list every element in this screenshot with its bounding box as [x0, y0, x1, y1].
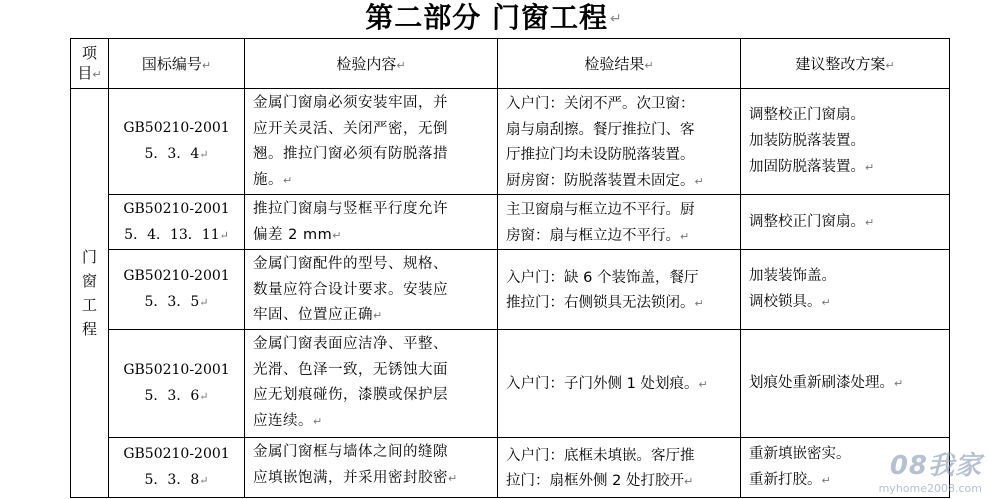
result-cell-line: 入户门：底框未填嵌。客厅推	[506, 447, 695, 464]
header-code: 国标编号↵	[109, 39, 245, 89]
result-cell	[498, 250, 741, 330]
category-cell	[71, 89, 109, 498]
table-row	[71, 250, 950, 330]
header-category	[71, 39, 109, 89]
code-cell-line: 5．3．5↵	[144, 294, 209, 310]
table-row	[71, 89, 950, 195]
fix-cell	[741, 330, 950, 438]
table-row	[71, 438, 950, 498]
content-cell	[245, 330, 498, 438]
fix-cell-line: 调整校正门窗扇。↵	[749, 213, 875, 230]
code-cell	[109, 438, 245, 498]
page-title	[0, 0, 988, 38]
content-cell	[245, 89, 498, 195]
fix-cell	[741, 250, 950, 330]
category-char: 门	[81, 248, 97, 266]
watermark-brand: 08我家	[889, 451, 982, 481]
content-cell-line: 数量应符合设计要求。安装应	[253, 281, 448, 298]
code-cell	[109, 195, 245, 250]
result-cell	[498, 195, 741, 250]
result-cell-line: 房窗：扇与框立边不平行。↵	[506, 227, 690, 244]
watermark	[879, 445, 982, 495]
content-cell-line: 推拉门窗扇与竖框平行度允许	[253, 201, 448, 217]
result-cell	[498, 330, 741, 438]
header-result: 检验结果↵	[498, 39, 741, 89]
category-char: 工	[81, 296, 97, 314]
content-cell	[245, 250, 498, 330]
content-cell	[245, 438, 498, 498]
content-cell-line: 应开关灵活、关闭严密，无倒	[253, 120, 448, 137]
content-cell-line: 翘。推拉门窗必须有防脱落措	[253, 146, 448, 162]
result-cell-line: 主卫窗扇与框立边不平行。厨	[506, 202, 695, 218]
header-fix: 建议整改方案↵	[741, 39, 950, 89]
code-cell-line: 5．3．8↵	[144, 472, 209, 488]
content-cell-line: 施。↵	[253, 171, 293, 188]
fix-cell-line: 调校锁具。↵	[749, 294, 831, 310]
result-cell-line: 推拉门：右侧锁具无法锁闭。↵	[506, 295, 704, 311]
content-cell-line: 应无划痕碰伤，漆膜或保护层	[253, 387, 448, 403]
fix-cell-line: 重新填嵌密实。	[749, 446, 851, 462]
watermark-url: myhome2008.com	[878, 482, 982, 495]
code-cell-line: GB50210-2001	[123, 268, 230, 284]
code-cell-line: 5．4．13．11↵	[124, 226, 229, 243]
table-row	[71, 195, 950, 250]
result-cell-line: 扇与扇刮擦。餐厅推拉门、客	[506, 121, 695, 138]
content-cell-line: 金属门窗表面应洁净、平整、	[253, 336, 448, 352]
content-cell-line: 金属门窗配件的型号、规格、	[253, 256, 448, 272]
category-char: 程	[81, 320, 97, 338]
fix-cell-line: 加装装饰盖。	[749, 268, 836, 284]
code-cell	[109, 89, 245, 195]
category-char: 窗	[81, 272, 97, 290]
header-category-line: 目↵	[77, 63, 102, 82]
fix-cell-line: 加固防脱落装置。↵	[749, 159, 875, 175]
table-row	[71, 330, 950, 438]
content-cell-line: 光滑、色泽一致，无锈蚀大面	[253, 361, 448, 378]
fix-cell-line: 调整校正门窗扇。	[749, 107, 865, 123]
content-cell-line: 牢固、位置应正确↵	[253, 307, 383, 323]
code-cell	[109, 330, 245, 438]
code-cell-line: 5．3．6↵	[144, 388, 209, 404]
code-cell	[109, 250, 245, 330]
header-content: 检验内容↵	[245, 39, 498, 89]
content-cell-line: 金属门窗扇必须安装牢固，并	[253, 95, 448, 111]
result-cell	[498, 438, 741, 498]
fix-cell-line: 加装防脱落装置。	[749, 133, 865, 149]
code-cell-line: GB50210-2001	[123, 446, 230, 462]
code-cell-line: 5．3．4↵	[144, 146, 209, 162]
code-cell-line: GB50210-2001	[123, 120, 230, 136]
fix-cell	[741, 89, 950, 195]
fix-cell	[741, 195, 950, 250]
content-cell-line: 应连续。↵	[253, 412, 323, 429]
result-cell-line: 入户门：关闭不严。次卫窗：	[506, 96, 695, 112]
result-cell-line: 厅推拉门均未设防脱落装置。	[506, 147, 695, 163]
return-mark-icon: ↵	[610, 11, 623, 27]
result-cell-line: 拉门：扇框外侧 2 处打胶开↵	[506, 473, 694, 489]
content-cell-line: 金属门窗框与墙体之间的缝隙	[253, 444, 448, 460]
content-cell-line: 应填嵌饱满，并采用密封胶密↵	[253, 469, 458, 486]
table-header-row	[71, 39, 950, 89]
code-cell-line: GB50210-2001	[123, 200, 230, 217]
inspection-table	[70, 38, 950, 498]
fix-cell-line: 划痕处重新刷漆处理。↵	[749, 375, 904, 391]
content-cell	[245, 195, 498, 250]
result-cell	[498, 89, 741, 195]
page-title-text: 第二部分 门窗工程	[365, 1, 608, 34]
fix-cell-line: 重新打胶。↵	[749, 472, 831, 488]
result-cell-line: 入户门：子门外侧 1 处划痕。↵	[506, 376, 708, 393]
result-cell-line: 厨房窗：防脱落装置未固定。↵	[506, 172, 704, 189]
result-cell-line: 入户门：缺 6 个装饰盖，餐厅	[506, 269, 699, 286]
header-category-line: 项	[81, 43, 97, 62]
content-cell-line: 偏差 2 mm↵	[253, 226, 342, 243]
code-cell-line: GB50210-2001	[123, 362, 230, 378]
